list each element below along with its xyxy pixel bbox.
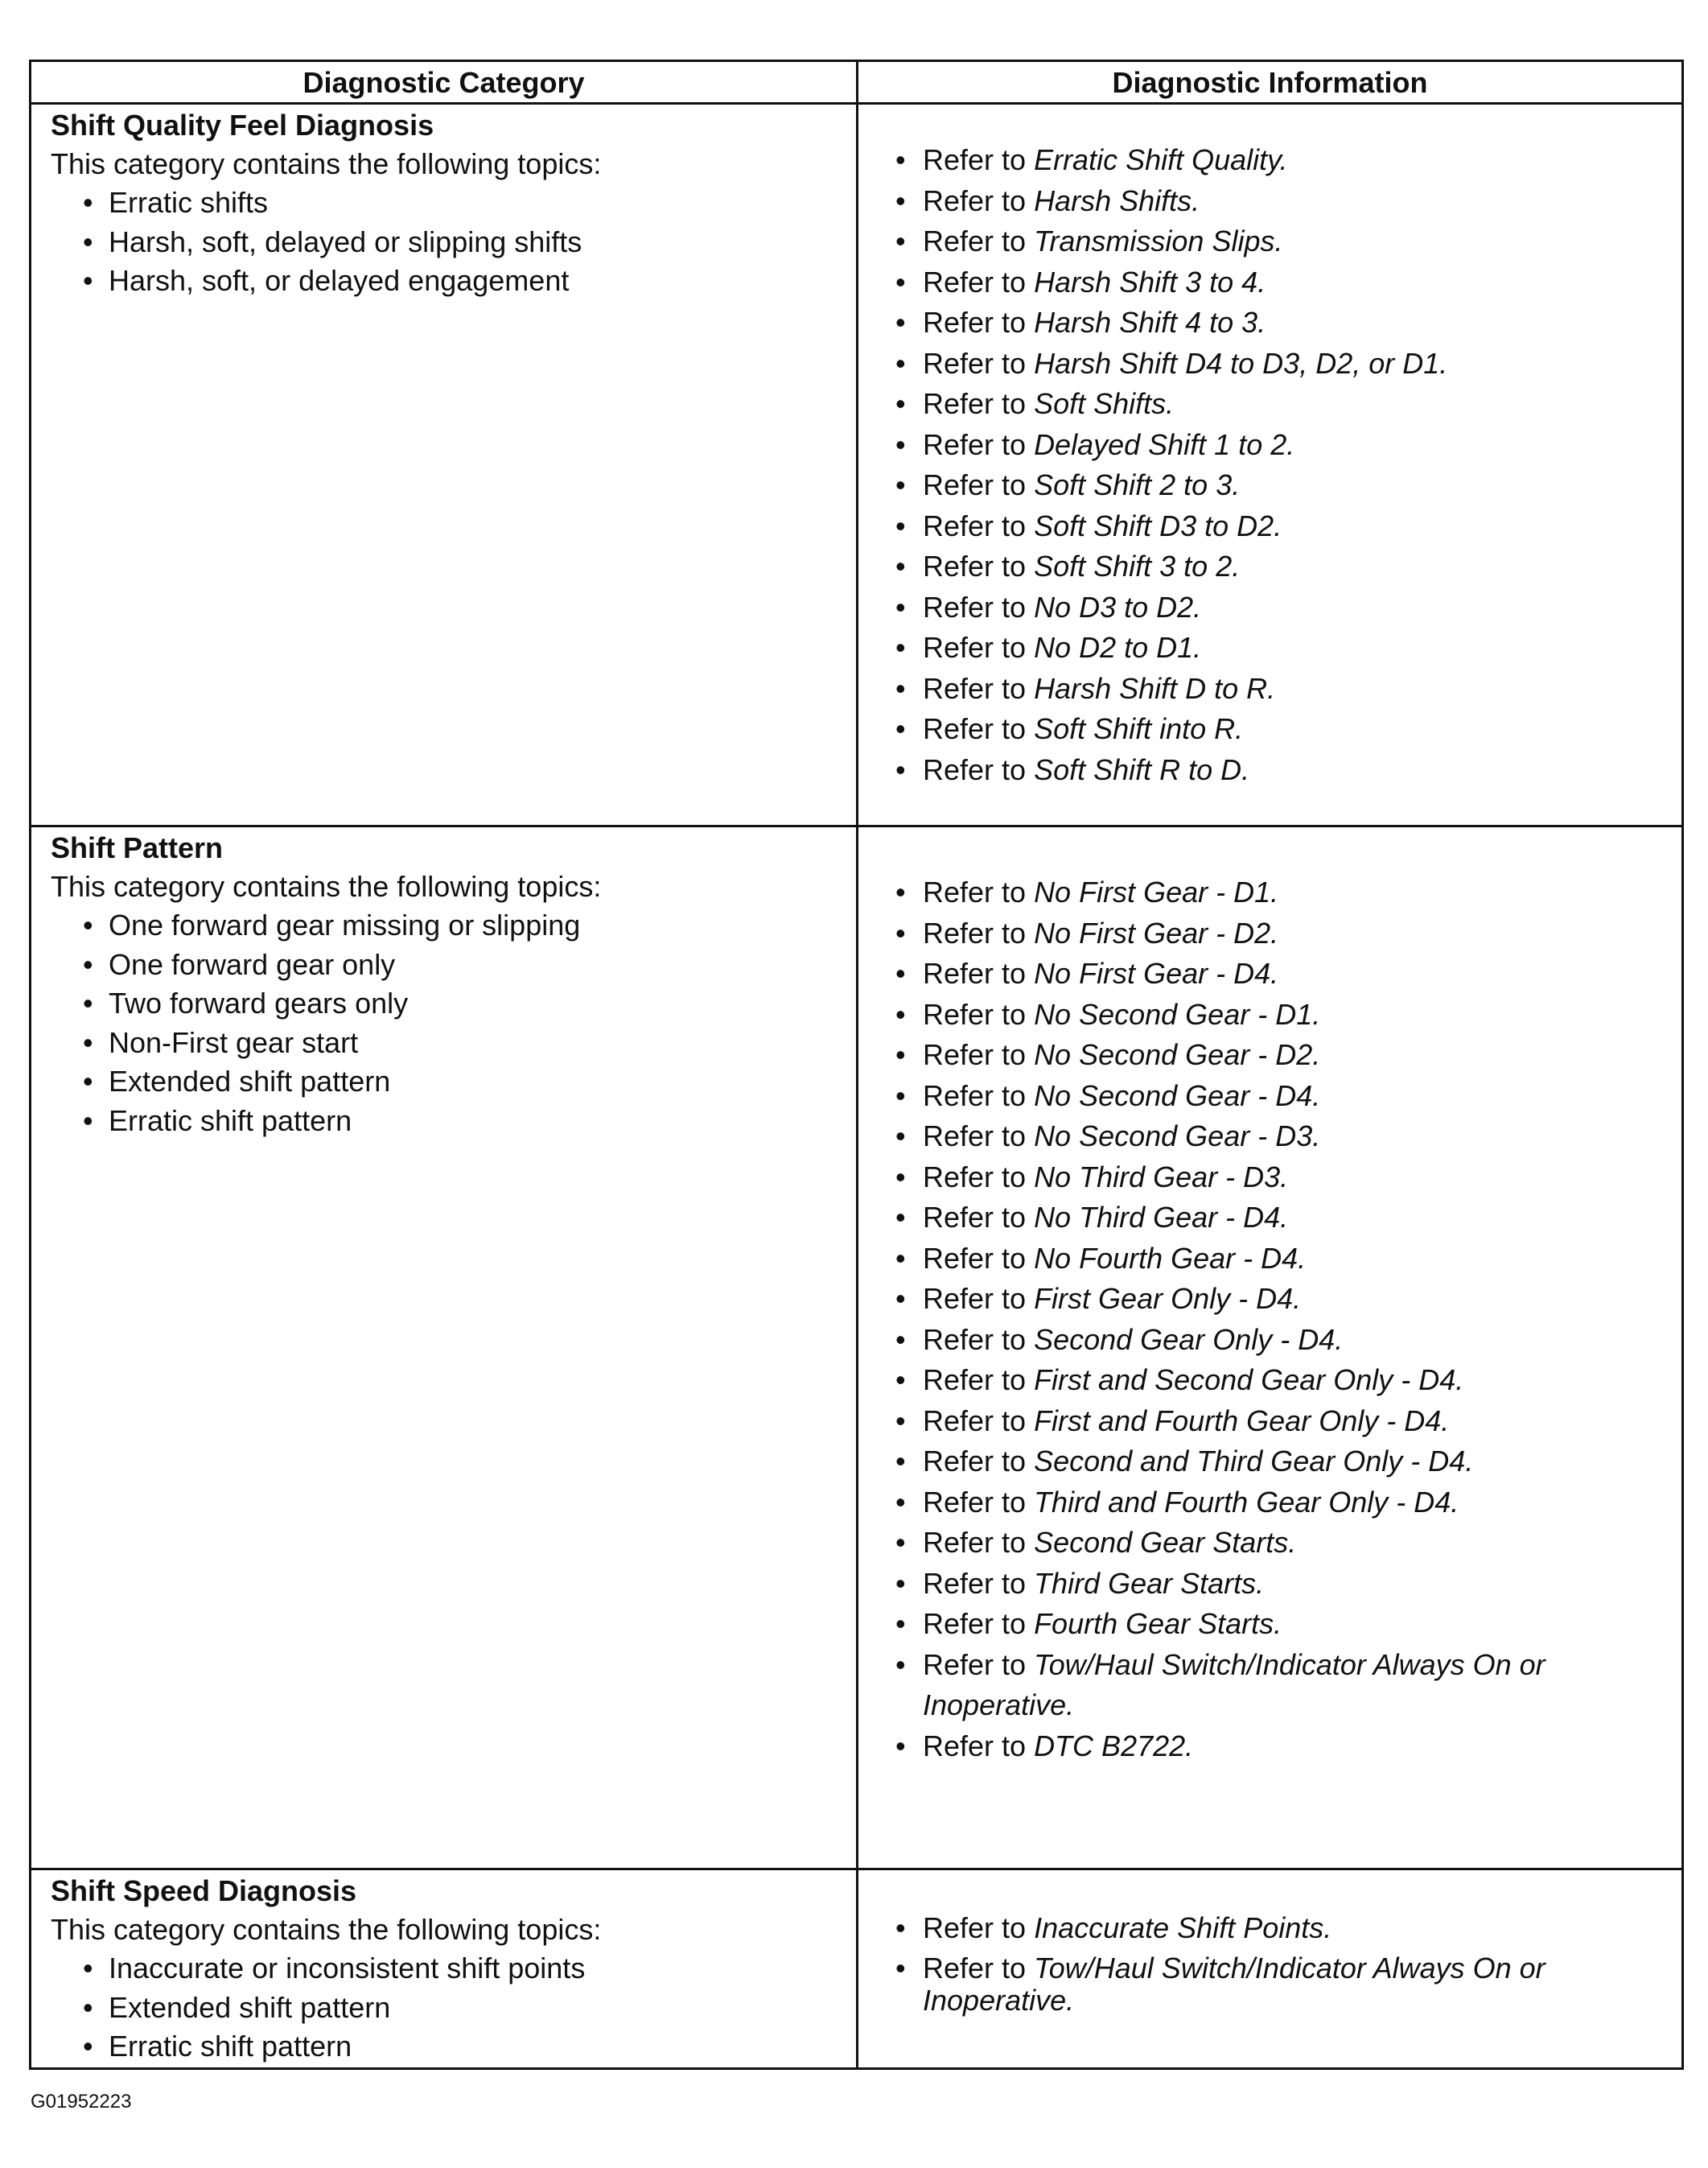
- reference-item: [895, 587, 1633, 629]
- reference-link[interactable]: DTC B2722.: [1034, 1729, 1194, 1762]
- reference-item: [895, 1952, 1633, 2017]
- reference-prefix: Refer to: [923, 1647, 1035, 1681]
- reference-prefix: Refer to: [923, 1445, 1035, 1478]
- topic-item: • One forward gear missing or slipping: [83, 906, 856, 946]
- header-diagnostic-category: Diagnostic Category: [31, 61, 858, 104]
- reference-prefix: Refer to: [923, 957, 1035, 990]
- reference-item: [895, 1116, 1633, 1157]
- category-title: Shift Quality Feel Diagnosis: [51, 109, 434, 142]
- reference-link[interactable]: Third and Fourth Gear Only - D4.: [1034, 1485, 1459, 1519]
- reference-prefix: Refer to: [923, 1526, 1035, 1559]
- reference-item: [895, 344, 1633, 385]
- reference-link[interactable]: Erratic Shift Quality.: [1034, 143, 1288, 176]
- reference-prefix: Refer to: [923, 1282, 1035, 1315]
- reference-prefix: Refer to: [923, 876, 1035, 909]
- reference-link[interactable]: Soft Shift 3 to 2.: [1034, 550, 1241, 583]
- reference-item: [895, 384, 1633, 425]
- category-intro: This category contains the following topics:: [51, 147, 602, 180]
- reference-prefix: Refer to: [923, 225, 1035, 258]
- reference-item: [895, 1197, 1633, 1239]
- reference-item: [895, 465, 1633, 506]
- reference-prefix: Refer to: [923, 1911, 1035, 1944]
- reference-prefix: Refer to: [923, 1038, 1035, 1071]
- reference-link[interactable]: Harsh Shifts.: [1034, 183, 1200, 217]
- reference-item: [895, 954, 1633, 995]
- reference-item: [895, 750, 1633, 791]
- reference-item: [895, 181, 1633, 222]
- topic-item: • Two forward gears only: [83, 984, 856, 1024]
- reference-prefix: Refer to: [923, 509, 1035, 542]
- reference-link[interactable]: Harsh Shift D to R.: [1034, 671, 1276, 705]
- reference-link[interactable]: First and Fourth Gear Only - D4.: [1034, 1403, 1450, 1437]
- reference-link[interactable]: No Second Gear - D3.: [1034, 1119, 1321, 1152]
- reference-link[interactable]: Fourth Gear Starts.: [1034, 1607, 1282, 1640]
- reference-link[interactable]: Tow/Haul Switch/Indicator Always On or Inoperative.: [923, 1952, 1545, 2017]
- reference-link[interactable]: Soft Shifts.: [1034, 387, 1175, 420]
- table-row: [31, 1869, 1683, 2069]
- reference-prefix: Refer to: [923, 1485, 1035, 1519]
- reference-item: [895, 1604, 1633, 1645]
- reference-prefix: Refer to: [923, 306, 1035, 339]
- reference-link[interactable]: Second and Third Gear Only - D4.: [1034, 1445, 1474, 1478]
- topic-item: • One forward gear only: [83, 946, 856, 985]
- table-row: [31, 104, 1683, 826]
- reference-prefix: Refer to: [923, 712, 1035, 745]
- reference-link[interactable]: Third Gear Starts.: [1034, 1566, 1265, 1600]
- reference-item: [895, 1239, 1633, 1280]
- category-cell: [31, 104, 858, 826]
- reference-link[interactable]: Soft Shift D3 to D2.: [1034, 509, 1282, 542]
- reference-item: [895, 262, 1633, 303]
- reference-prefix: Refer to: [923, 265, 1035, 299]
- reference-link[interactable]: First Gear Only - D4.: [1034, 1282, 1302, 1315]
- reference-prefix: Refer to: [923, 1952, 1035, 1985]
- topic-item: • Extended shift pattern: [83, 1062, 856, 1102]
- reference-prefix: Refer to: [923, 916, 1035, 950]
- diagnostic-table: [29, 60, 1684, 2070]
- reference-item: [895, 425, 1633, 466]
- reference-link[interactable]: No Second Gear - D4.: [1034, 1078, 1321, 1112]
- reference-prefix: Refer to: [923, 1363, 1035, 1396]
- reference-prefix: Refer to: [923, 1403, 1035, 1437]
- reference-link[interactable]: Soft Shift 2 to 3.: [1034, 468, 1241, 501]
- category-cell: [31, 826, 858, 1869]
- table-row: [31, 826, 1683, 1869]
- reference-item: [895, 1320, 1633, 1361]
- reference-prefix: Refer to: [923, 631, 1035, 664]
- reference-link[interactable]: No First Gear - D4.: [1034, 957, 1279, 990]
- reference-link[interactable]: No Second Gear - D2.: [1034, 1038, 1321, 1071]
- topic-item: • Extended shift pattern: [83, 1989, 856, 2028]
- topic-list: [51, 1949, 856, 2067]
- reference-prefix: Refer to: [923, 468, 1035, 501]
- reference-item: [895, 1401, 1633, 1442]
- reference-item: [895, 1645, 1633, 1726]
- reference-item: [895, 1912, 1633, 1944]
- reference-item: [895, 913, 1633, 954]
- category-intro: This category contains the following topics:: [51, 1913, 602, 1946]
- topic-item: • Inaccurate or inconsistent shift points: [83, 1949, 856, 1989]
- topic-item: • Harsh, soft, delayed or slipping shifts: [83, 223, 856, 262]
- reference-link[interactable]: Delayed Shift 1 to 2.: [1034, 427, 1295, 461]
- reference-item: [895, 1523, 1633, 1564]
- reference-prefix: Refer to: [923, 671, 1035, 705]
- reference-link[interactable]: Second Gear Starts.: [1034, 1526, 1297, 1559]
- reference-prefix: Refer to: [923, 1119, 1035, 1152]
- reference-item: [895, 669, 1633, 710]
- reference-item: [895, 995, 1633, 1036]
- reference-prefix: Refer to: [923, 1322, 1035, 1356]
- header-row: [31, 61, 1683, 104]
- reference-link[interactable]: No Third Gear - D3.: [1034, 1160, 1289, 1193]
- reference-link[interactable]: Soft Shift into R.: [1034, 712, 1244, 745]
- reference-item: [895, 1441, 1633, 1482]
- topic-item: • Erratic shift pattern: [83, 2027, 856, 2067]
- reference-prefix: Refer to: [923, 1607, 1035, 1640]
- information-cell: [858, 1869, 1683, 2069]
- reference-link[interactable]: Harsh Shift D4 to D3, D2, or D1.: [1034, 346, 1448, 380]
- reference-link[interactable]: No Fourth Gear - D4.: [1034, 1241, 1307, 1275]
- reference-prefix: Refer to: [923, 387, 1035, 420]
- reference-item: [895, 506, 1633, 547]
- reference-item: [895, 872, 1633, 913]
- reference-item: [895, 1726, 1633, 1767]
- reference-item: [895, 628, 1633, 669]
- reference-item: [895, 1482, 1633, 1523]
- category-title: Shift Speed Diagnosis: [51, 1874, 357, 1907]
- category-intro: This category contains the following topics:: [51, 870, 602, 903]
- reference-list: [895, 1912, 1633, 2017]
- reference-prefix: Refer to: [923, 183, 1035, 217]
- reference-link[interactable]: No First Gear - D2.: [1034, 916, 1279, 950]
- reference-prefix: Refer to: [923, 1201, 1035, 1234]
- reference-item: [895, 1076, 1633, 1117]
- reference-prefix: Refer to: [923, 1729, 1035, 1762]
- reference-link[interactable]: No D3 to D2.: [1034, 590, 1202, 624]
- reference-prefix: Refer to: [923, 143, 1035, 176]
- topic-item: • Non-First gear start: [83, 1024, 856, 1063]
- reference-prefix: Refer to: [923, 1241, 1035, 1275]
- reference-prefix: Refer to: [923, 590, 1035, 624]
- category-title: Shift Pattern: [51, 831, 224, 864]
- reference-prefix: Refer to: [923, 346, 1035, 380]
- topic-item: • Erratic shift pattern: [83, 1102, 856, 1141]
- topic-item: • Harsh, soft, or delayed engagement: [83, 262, 856, 301]
- reference-item: [895, 1157, 1633, 1198]
- reference-link[interactable]: No First Gear - D1.: [1034, 876, 1279, 909]
- reference-link[interactable]: First and Second Gear Only - D4.: [1034, 1363, 1464, 1396]
- reference-item: [895, 303, 1633, 344]
- reference-link[interactable]: Inaccurate Shift Points.: [1034, 1911, 1332, 1944]
- reference-prefix: Refer to: [923, 1078, 1035, 1112]
- reference-link[interactable]: Soft Shift R to D.: [1034, 752, 1250, 786]
- reference-item: [895, 1035, 1633, 1076]
- topic-list: [51, 183, 856, 301]
- reference-item: [895, 546, 1633, 587]
- figure-id: G01952223: [31, 2091, 132, 2112]
- reference-link[interactable]: Tow/Haul Switch/Indicator Always On or Inoperative.: [923, 1647, 1545, 1721]
- reference-link[interactable]: Transmission Slips.: [1034, 225, 1283, 258]
- topic-item: • Erratic shifts: [83, 183, 856, 223]
- category-cell: [31, 1869, 858, 2069]
- information-cell: [858, 826, 1683, 1869]
- reference-prefix: Refer to: [923, 550, 1035, 583]
- reference-prefix: Refer to: [923, 997, 1035, 1031]
- reference-prefix: Refer to: [923, 1566, 1035, 1600]
- reference-prefix: Refer to: [923, 427, 1035, 461]
- reference-link[interactable]: No D2 to D1.: [1034, 631, 1202, 664]
- reference-link[interactable]: No Third Gear - D4.: [1034, 1201, 1289, 1234]
- reference-link[interactable]: No Second Gear - D1.: [1034, 997, 1321, 1031]
- reference-list: [895, 872, 1633, 1766]
- reference-link[interactable]: Harsh Shift 3 to 4.: [1034, 265, 1266, 299]
- reference-item: [895, 1360, 1633, 1401]
- reference-item: [895, 140, 1633, 181]
- information-cell: [858, 104, 1683, 826]
- reference-item: [895, 709, 1633, 750]
- reference-item: [895, 1279, 1633, 1320]
- reference-item: [895, 1564, 1633, 1605]
- reference-link[interactable]: Second Gear Only - D4.: [1034, 1322, 1344, 1356]
- reference-prefix: Refer to: [923, 752, 1035, 786]
- reference-list: [895, 140, 1633, 790]
- reference-item: [895, 221, 1633, 262]
- reference-link[interactable]: Harsh Shift 4 to 3.: [1034, 306, 1266, 339]
- header-diagnostic-information: Diagnostic Information: [858, 61, 1683, 104]
- topic-list: [51, 906, 856, 1140]
- reference-prefix: Refer to: [923, 1160, 1035, 1193]
